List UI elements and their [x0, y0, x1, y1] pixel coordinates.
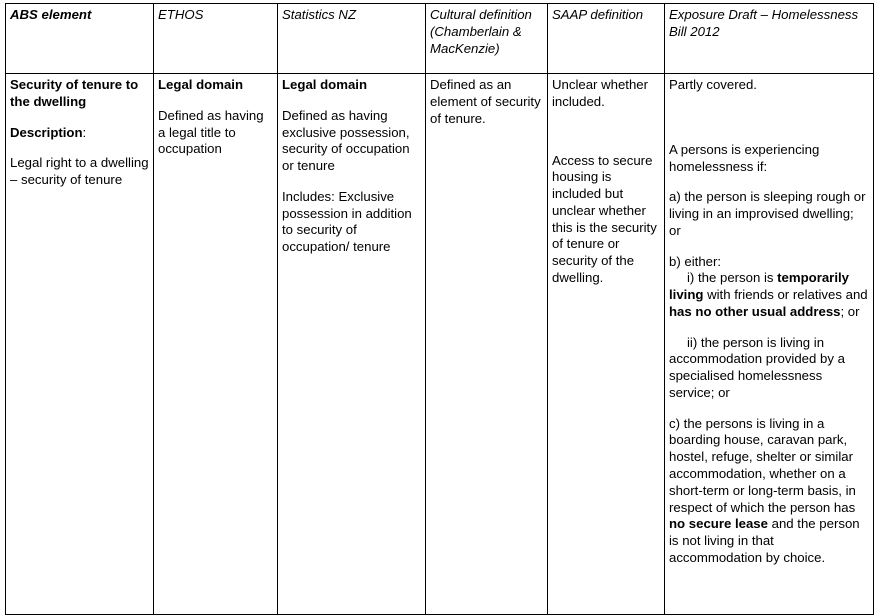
column-header-cultural-definition: Cultural definition (Chamberlain & MacKenzie) — [426, 4, 548, 74]
ethos-heading: Legal domain — [158, 77, 243, 92]
exposure-draft-intro: Partly covered. — [669, 77, 757, 92]
spacer — [669, 94, 869, 142]
spacer — [552, 111, 660, 153]
column-header-abs-element: ABS element — [6, 4, 154, 74]
clause-b-i-bold-2: has no other usual address — [669, 303, 841, 319]
exposure-draft-clause-b-i — [669, 270, 869, 320]
cultural-definition-body: Defined as an element of security of tenure. — [430, 77, 541, 126]
statistics-nz-body-1: Defined as having exclusive possession, security of occupation or tenure — [282, 107, 410, 174]
table-body — [6, 74, 874, 615]
spacer — [158, 94, 273, 108]
clause-b-i-text-3: ; or — [840, 303, 860, 319]
spacer — [10, 111, 149, 125]
abs-element-description-label — [10, 125, 149, 142]
column-header-exposure-draft: Exposure Draft – Homelessness Bill 2012 — [665, 4, 874, 74]
spacer — [669, 175, 869, 189]
cell-saap-definition — [548, 74, 665, 615]
statistics-nz-heading: Legal domain — [282, 77, 367, 92]
clause-b-ii-text: ii) the person is living in accommodation provided by a specialised homelessness service; or — [669, 334, 845, 400]
spacer — [10, 141, 149, 155]
spacer — [669, 402, 869, 416]
exposure-draft-clause-a: a) the person is sleeping rough or living in an improvised dwelling; or — [669, 189, 866, 238]
saap-definition-body-2: Access to secure housing is included but unclear whether this is the security of tenure or security of the dwelling. — [552, 152, 657, 285]
cell-exposure-draft — [665, 74, 874, 615]
abs-element-description-text: Legal right to a dwelling – security of tenure — [10, 155, 149, 188]
exposure-draft-clause-c — [669, 416, 869, 567]
exposure-draft-clause-b-label: b) either: — [669, 253, 722, 269]
clause-c-bold: no secure lease — [669, 516, 768, 532]
table-header — [6, 4, 874, 74]
description-label-text: Description — [10, 124, 83, 140]
spacer — [669, 240, 869, 254]
cell-ethos — [154, 74, 278, 615]
cell-cultural-definition — [426, 74, 548, 615]
exposure-draft-lead-in: A persons is experiencing homelessness if: — [669, 141, 820, 174]
statistics-nz-body-2: Includes: Exclusive possession in addition to security of occupation/ tenure — [282, 188, 412, 255]
column-header-statistics-nz: Statistics NZ — [278, 4, 426, 74]
column-header-saap-definition: SAAP definition — [548, 4, 665, 74]
exposure-draft-clause-b-ii — [669, 335, 869, 402]
clause-c-text-2: and the person is not living in that accommodation by choice. — [669, 516, 860, 565]
spacer — [282, 94, 421, 108]
comparison-table — [5, 3, 874, 615]
clause-c-text-1: c) the persons is living in a boarding house, caravan park, hostel, refuge, shelter or similar accommodation, whether on a short-term or long-term basis, in respect of which the person has — [669, 415, 856, 515]
description-label-colon: : — [82, 124, 87, 140]
cell-abs-element — [6, 74, 154, 615]
abs-element-title: Security of tenure to the dwelling — [10, 77, 139, 109]
clause-b-i-text-2: with friends or relatives and — [703, 287, 868, 303]
saap-definition-body-1: Unclear whether included. — [552, 77, 649, 109]
spacer — [669, 321, 869, 335]
table-header-row — [6, 4, 874, 74]
cell-statistics-nz — [278, 74, 426, 615]
table-row — [6, 74, 874, 615]
clause-b-i-text-1: i) the person is — [687, 270, 778, 286]
ethos-body: Defined as having a legal title to occupation — [158, 107, 264, 157]
spacer — [282, 175, 421, 189]
clause-b-i-bold-1: temporarily living — [669, 270, 849, 303]
column-header-ethos: ETHOS — [154, 4, 278, 74]
